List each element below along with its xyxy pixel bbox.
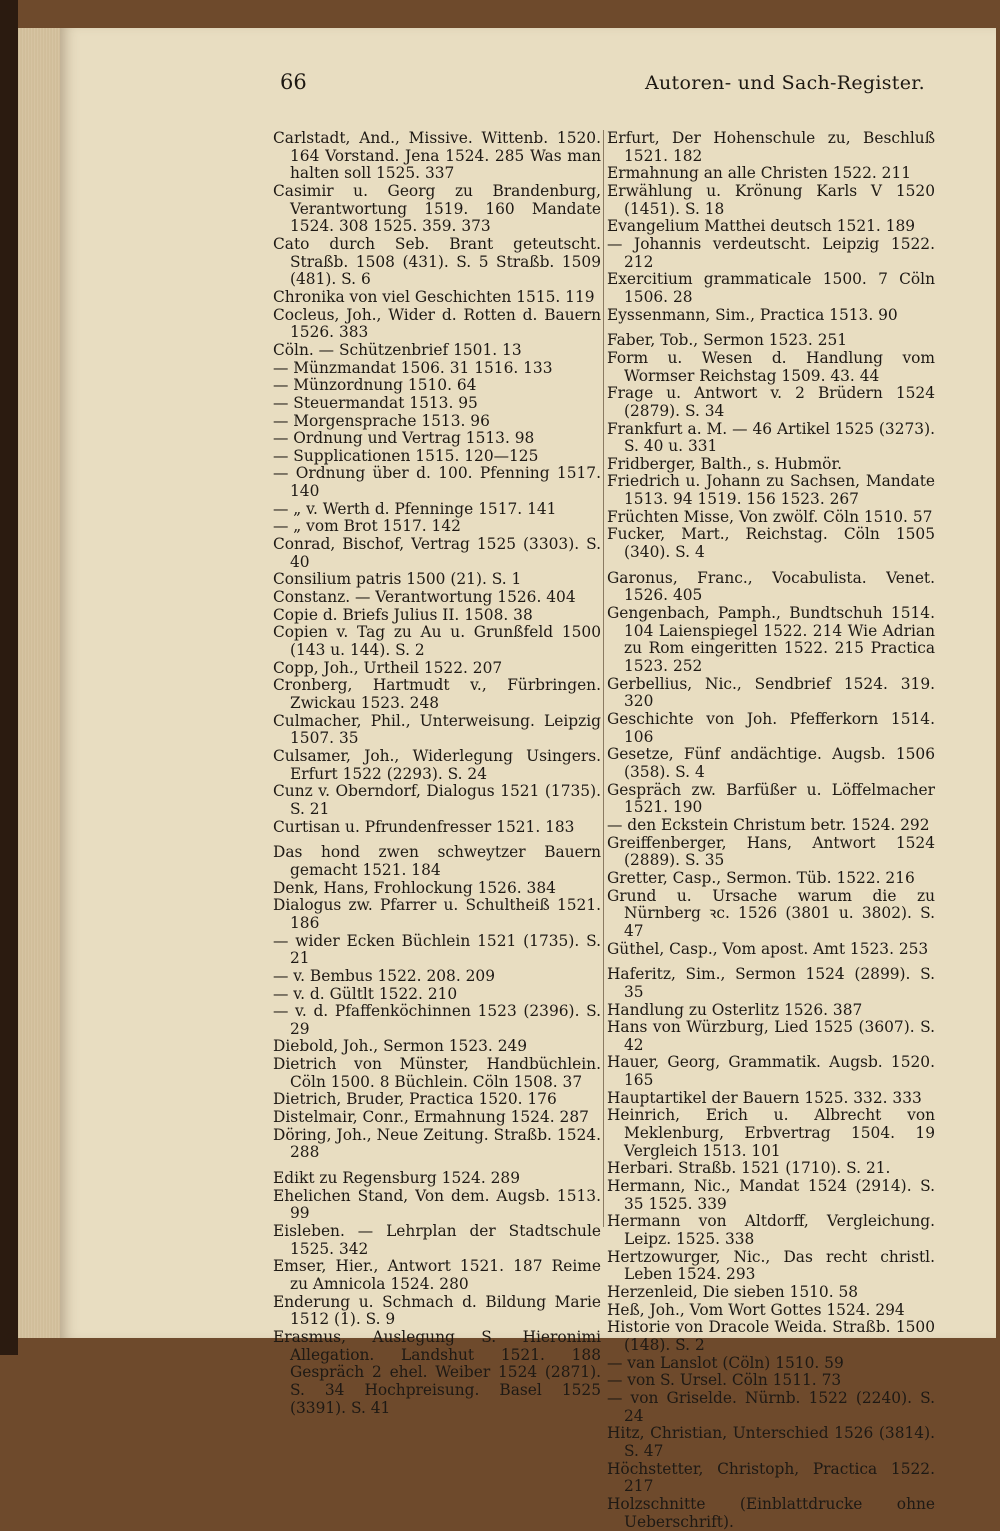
index-entry: Dietrich von Münster, Handbüchlein. Cöln 1500. 8 Büchlein. Cöln 1508. 37	[273, 1055, 601, 1091]
index-entry: Güthel, Casp., Vom apost. Amt 1523. 253	[607, 939, 929, 958]
index-entry: Carlstadt, And., Missive. Wittenb. 1520. 164 Vorstand. Jena 1524. 285 Was man halten soll 1525. 337	[273, 129, 601, 183]
index-entry: Curtisan u. Pfrundenfresser 1521. 183	[273, 817, 575, 836]
index-entry: Cunz v. Oberndorf, Dialogus 1521 (1735). S. 21	[273, 782, 601, 818]
index-entry: Döring, Joh., Neue Zeitung. Straßb. 1524. 288	[273, 1125, 601, 1162]
index-entry: Copie d. Briefs Julius II. 1508. 38	[273, 605, 533, 624]
index-entry: Haferitz, Sim., Sermon 1524 (2899). S. 35	[607, 965, 935, 1001]
index-entry: Gesetze, Fünf andächtige. Augsb. 1506 (358). S. 4	[607, 745, 935, 781]
index-entry: Höchstetter, Christoph, Practica 1522. 217	[607, 1459, 935, 1496]
index-entry: Erasmus, Auslegung S. Hieronimi Allegation. Landshut 1521. 188 Gespräch 2 ehel. Weiber 1524 (2871). S. 34 Hochpreisung. Basel 1525 (3391). S. 41	[273, 1327, 601, 1417]
index-entry: Frage u. Antwort v. 2 Brüdern 1524 (2879). S. 34	[607, 384, 935, 420]
index-entry: Erwählung u. Krönung Karls V 1520 (1451). S. 18	[607, 181, 935, 218]
index-entry: Friedrich u. Johann zu Sachsen, Mandate 1513. 94 1519. 156 1523. 267	[607, 472, 935, 509]
index-entry: Dietrich, Bruder, Practica 1520. 176	[273, 1090, 557, 1109]
index-entry: Faber, Tob., Sermon 1523. 251	[607, 331, 848, 350]
index-entry: Casimir u. Georg zu Brandenburg, Verantwortung 1519. 160 Mandate 1524. 308 1525. 359. 373	[273, 181, 601, 236]
index-entry: Fridberger, Balth., s. Hubmör.	[607, 454, 843, 473]
index-entry: — „ v. Werth d. Pfenninge 1517. 141	[273, 499, 557, 518]
column-divider	[603, 130, 604, 1227]
index-entry: — Münzordnung 1510. 64	[273, 376, 477, 395]
left-column	[273, 130, 601, 1417]
background-edge	[0, 0, 18, 1355]
index-entry: — den Eckstein Christum betr. 1524. 292	[607, 815, 930, 834]
index-entry: Eisleben. — Lehrplan der Stadtschule 1525. 342	[273, 1222, 601, 1258]
index-entry: Hitz, Christian, Unterschied 1526 (3814). S. 47	[607, 1424, 935, 1460]
index-entry: Heß, Joh., Vom Wort Gottes 1524. 294	[607, 1300, 905, 1319]
index-entry: Hauptartikel der Bauern 1525. 332. 333	[607, 1088, 922, 1107]
index-entry: Denk, Hans, Frohlockung 1526. 384	[273, 878, 556, 897]
index-entry: — „ vom Brot 1517. 142	[273, 517, 461, 536]
index-entry: Diebold, Joh., Sermon 1523. 249	[273, 1037, 528, 1056]
index-entry: Constanz. — Verantwortung 1526. 404	[273, 588, 576, 607]
index-entry: — Ordnung über d. 100. Pfenning 1517. 140	[273, 464, 601, 501]
index-entry: — Steuermandat 1513. 95	[273, 393, 478, 412]
page-title: Autoren- und Sach-Register.	[645, 72, 925, 94]
index-entry: — v. d. Gültlt 1522. 210	[273, 984, 458, 1003]
index-entry: Edikt zu Regensburg 1524. 289	[273, 1169, 520, 1188]
index-entry: — von Griselde. Nürnb. 1522 (2240). S. 24	[607, 1388, 935, 1425]
index-entry: — Supplicationen 1515. 120—125	[273, 446, 539, 465]
index-entry: — wider Ecken Büchlein 1521 (1735). S. 21	[273, 931, 601, 968]
index-entry: — von S. Ursel. Cöln 1511. 73	[607, 1371, 842, 1390]
index-entry: Garonus, Franc., Vocabulista. Venet. 1526. 405	[607, 568, 935, 605]
index-entry: — Ordnung und Vertrag 1513. 98	[273, 429, 535, 448]
index-entry: Heinrich, Erich u. Albrecht von Meklenburg, Erbvertrag 1504. 19 Vergleich 1513. 101	[607, 1106, 935, 1160]
index-entry: Früchten Misse, Von zwölf. Cöln 1510. 57	[607, 507, 933, 526]
index-entry: Ehelichen Stand, Von dem. Augsb. 1513. 99	[273, 1186, 601, 1223]
right-column	[607, 130, 935, 1531]
index-entry: Herbari. Straßb. 1521 (1710). S. 21.	[607, 1159, 891, 1178]
index-entry: Fucker, Mart., Reichstag. Cöln 1505 (340). S. 4	[607, 525, 935, 562]
index-entry: Distelmair, Conr., Ermahnung 1524. 287	[273, 1108, 589, 1127]
index-entry: Hertzowurger, Nic., Das recht christl. Leben 1524. 293	[607, 1247, 935, 1284]
index-entry: Historie von Dracole Weida. Straßb. 1500 (148). S. 2	[607, 1318, 935, 1354]
index-entry: Gespräch zw. Barfüßer u. Löffelmacher 1521. 190	[607, 780, 935, 817]
index-entry: Cato durch Seb. Brant geteutscht. Straßb. 1508 (431). S. 5 Straßb. 1509 (481). S. 6	[273, 234, 601, 289]
index-entry: Evangelium Matthei deutsch 1521. 189	[607, 217, 916, 236]
index-entry: Geschichte von Joh. Pfefferkorn 1514. 106	[607, 710, 935, 746]
index-entry: — van Lanslot (Cöln) 1510. 59	[607, 1353, 844, 1372]
index-entry: — v. d. Pfaffenköchinnen 1523 (2396). S. 29	[273, 1002, 601, 1038]
index-entry: — Münzmandat 1506. 31 1516. 133	[273, 358, 553, 377]
index-entry: Emser, Hier., Antwort 1521. 187 Reime zu Amnicola 1524. 280	[273, 1257, 601, 1293]
book-spine-edge	[18, 28, 61, 1338]
index-entry: Frankfurt a. M. — 46 Artikel 1525 (3273). S. 40 u. 331	[607, 419, 935, 456]
index-entry: Exercitium grammaticale 1500. 7 Cöln 1506. 28	[607, 270, 935, 306]
index-entry: Das hond zwen schweytzer Bauern gemacht 1521. 184	[273, 843, 601, 879]
index-entry: — Morgensprache 1513. 96	[273, 411, 490, 430]
index-entry: Copien v. Tag zu Au u. Grunßfeld 1500 (143 u. 144). S. 2	[273, 623, 601, 660]
index-entry: Hermann, Nic., Mandat 1524 (2914). S. 35 1525. 339	[607, 1177, 935, 1213]
index-entry: Copp, Joh., Urtheil 1522. 207	[273, 658, 503, 677]
index-entry: Hans von Würzburg, Lied 1525 (3607). S. 42	[607, 1018, 935, 1054]
index-entry: Cöln. — Schützenbrief 1501. 13	[273, 340, 522, 359]
index-entry: — v. Bembus 1522. 208. 209	[273, 966, 495, 985]
index-entry: Grund u. Ursache warum die zu Nürnberg ꝛc. 1526 (3801 u. 3802). S. 47	[607, 886, 935, 940]
index-entry: Eyssenmann, Sim., Practica 1513. 90	[607, 305, 898, 324]
index-entry: Cocleus, Joh., Wider d. Rotten d. Bauern 1526. 383	[273, 305, 601, 342]
index-entry: Culsamer, Joh., Widerlegung Usingers. Erfurt 1522 (2293). S. 24	[273, 746, 601, 783]
index-entry: Culmacher, Phil., Unterweisung. Leipzig 1507. 35	[273, 711, 601, 748]
page-number: 66	[280, 70, 307, 94]
index-entry: Erfurt, Der Hohenschule zu, Beschluß 1521. 182	[607, 129, 935, 165]
index-entry: Hauer, Georg, Grammatik. Augsb. 1520. 165	[607, 1053, 935, 1090]
index-entry: Enderung u. Schmach d. Bildung Marie 1512 (1). S. 9	[273, 1292, 601, 1329]
page-header	[200, 70, 960, 102]
index-entry: Gengenbach, Pamph., Bundtschuh 1514. 104 Laienspiegel 1522. 214 Wie Adrian zu Rom eingeritten 1522. 215 Practica 1523. 252	[607, 604, 935, 676]
index-entry: Gretter, Casp., Sermon. Tüb. 1522. 216	[607, 868, 915, 887]
index-entry: Greiffenberger, Hans, Antwort 1524 (2889). S. 35	[607, 833, 935, 870]
index-entry: Handlung zu Osterlitz 1526. 387	[607, 1000, 863, 1019]
index-entry: Gerbellius, Nic., Sendbrief 1524. 319. 320	[607, 674, 935, 711]
index-entry: Dialogus zw. Pfarrer u. Schultheiß 1521. 186	[273, 896, 601, 932]
index-entry: — Johannis verdeutscht. Leipzig 1522. 212	[607, 234, 935, 271]
index-entry: Hermann von Altdorff, Vergleichung. Leipz. 1525. 338	[607, 1212, 935, 1249]
index-entry: Form u. Wesen d. Handlung vom Wormser Reichstag 1509. 43. 44	[607, 348, 935, 385]
index-entry: Chronika von viel Geschichten 1515. 119	[273, 287, 595, 306]
index-entry: Conrad, Bischof, Vertrag 1525 (3303). S. 40	[273, 535, 601, 571]
index-entry: Holzschnitte (Einblattdrucke ohne Ueberschrift).	[607, 1494, 935, 1531]
index-entry: Ermahnung an alle Christen 1522. 211	[607, 164, 912, 183]
index-entry: Herzenleid, Die sieben 1510. 58	[607, 1283, 859, 1301]
index-entry: Cronberg, Hartmudt v., Fürbringen. Zwickau 1523. 248	[273, 676, 601, 712]
index-entry: Consilium patris 1500 (21). S. 1	[273, 570, 522, 589]
